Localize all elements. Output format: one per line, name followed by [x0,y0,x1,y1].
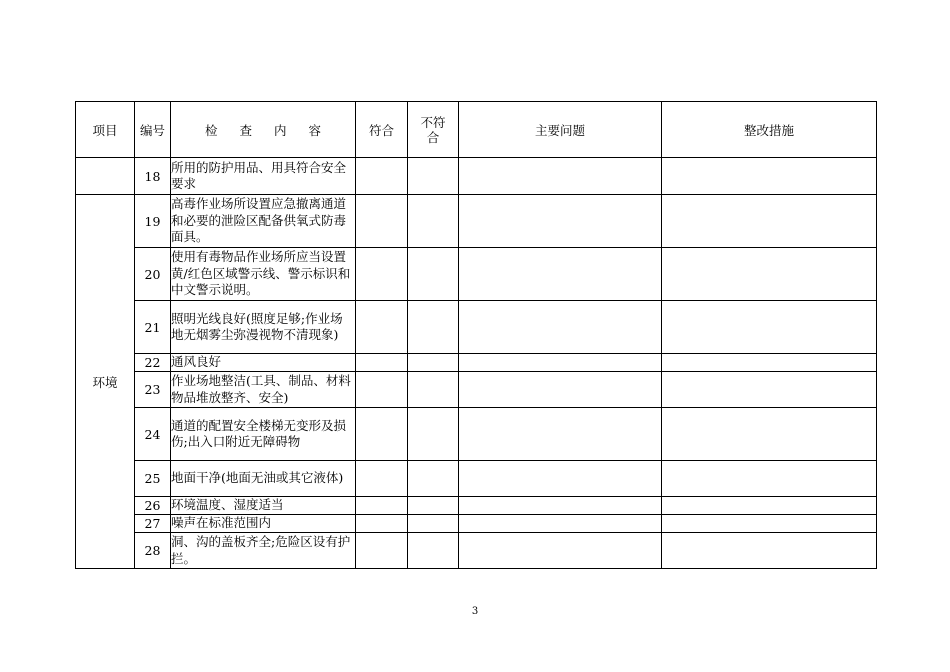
non-comply-cell[interactable] [408,408,459,461]
row-content: 环境温度、湿度适当 [171,497,356,515]
non-comply-cell[interactable] [408,301,459,354]
row-number: 21 [135,301,171,354]
table-row [76,533,877,569]
non-comply-cell[interactable] [408,372,459,408]
row-number: 26 [135,497,171,515]
table-row [76,497,877,515]
row-content: 通道的配置安全楼梯无变形及损伤;出入口附近无障碍物 [171,408,356,461]
comply-cell[interactable] [356,497,408,515]
comply-cell[interactable] [356,533,408,569]
problems-cell[interactable] [459,533,662,569]
header-item: 项目 [76,102,135,158]
item-cell-empty [76,158,135,195]
row-content: 地面干净(地面无油或其它液体) [171,461,356,497]
problems-cell[interactable] [459,158,662,195]
row-number: 27 [135,515,171,533]
comply-cell[interactable] [356,515,408,533]
table-row [76,301,877,354]
measures-cell[interactable] [662,354,877,372]
non-comply-cell[interactable] [408,461,459,497]
inspection-checklist-table [75,101,877,569]
header-content [171,102,356,158]
row-number: 25 [135,461,171,497]
comply-cell[interactable] [356,301,408,354]
non-comply-cell[interactable] [408,354,459,372]
group-label-environment: 环境 [76,195,135,569]
non-comply-cell[interactable] [408,533,459,569]
comply-cell[interactable] [356,195,408,248]
measures-cell[interactable] [662,408,877,461]
table-header [76,102,877,158]
measures-cell[interactable] [662,515,877,533]
measures-cell[interactable] [662,195,877,248]
header-measures: 整改措施 [662,102,877,158]
table-row [76,408,877,461]
table-row [76,515,877,533]
row-content: 噪声在标准范围内 [171,515,356,533]
header-number: 编号 [135,102,171,158]
row-number: 23 [135,372,171,408]
table-row [76,158,877,195]
row-number: 20 [135,248,171,301]
problems-cell[interactable] [459,301,662,354]
header-non-comply-line2: 合 [426,129,440,145]
table-row [76,354,877,372]
header-non-comply [408,102,459,158]
row-number: 28 [135,533,171,569]
non-comply-cell[interactable] [408,497,459,515]
problems-cell[interactable] [459,372,662,408]
header-row [76,102,877,158]
comply-cell[interactable] [356,158,408,195]
comply-cell[interactable] [356,248,408,301]
comply-cell[interactable] [356,461,408,497]
row-number: 24 [135,408,171,461]
measures-cell[interactable] [662,497,877,515]
table-row [76,372,877,408]
measures-cell[interactable] [662,461,877,497]
problems-cell[interactable] [459,408,662,461]
non-comply-cell[interactable] [408,515,459,533]
non-comply-cell[interactable] [408,248,459,301]
problems-cell[interactable] [459,354,662,372]
measures-cell[interactable] [662,533,877,569]
header-content-label: 检查内容 [204,122,343,138]
table-row [76,195,877,248]
problems-cell[interactable] [459,461,662,497]
row-number: 22 [135,354,171,372]
row-content: 高毒作业场所设置应急撤离通道和必要的泄险区配备供氧式防毒面具。 [171,195,356,248]
problems-cell[interactable] [459,497,662,515]
problems-cell[interactable] [459,248,662,301]
row-content: 洞、沟的盖板齐全;危险区设有护拦。 [171,533,356,569]
measures-cell[interactable] [662,248,877,301]
header-comply: 符合 [356,102,408,158]
row-content: 通风良好 [171,354,356,372]
header-non-comply-line1: 不符 [420,114,446,130]
row-content: 所用的防护用品、用具符合安全要求 [171,158,356,195]
row-content: 照明光线良好(照度足够;作业场地无烟雾尘弥漫视物不清现象) [171,301,356,354]
table-row [76,461,877,497]
measures-cell[interactable] [662,158,877,195]
measures-cell[interactable] [662,372,877,408]
measures-cell[interactable] [662,301,877,354]
header-problems: 主要问题 [459,102,662,158]
table-row [76,248,877,301]
row-content: 作业场地整洁(工具、制品、材料物品堆放整齐、安全) [171,372,356,408]
page-number: 3 [471,606,479,617]
non-comply-cell[interactable] [408,195,459,248]
problems-cell[interactable] [459,515,662,533]
problems-cell[interactable] [459,195,662,248]
non-comply-cell[interactable] [408,158,459,195]
comply-cell[interactable] [356,372,408,408]
comply-cell[interactable] [356,408,408,461]
comply-cell[interactable] [356,354,408,372]
table-body [76,158,877,569]
row-number: 19 [135,195,171,248]
row-number: 18 [135,158,171,195]
row-content: 使用有毒物品作业场所应当设置黄/红色区域警示线、警示标识和中文警示说明。 [171,248,356,301]
